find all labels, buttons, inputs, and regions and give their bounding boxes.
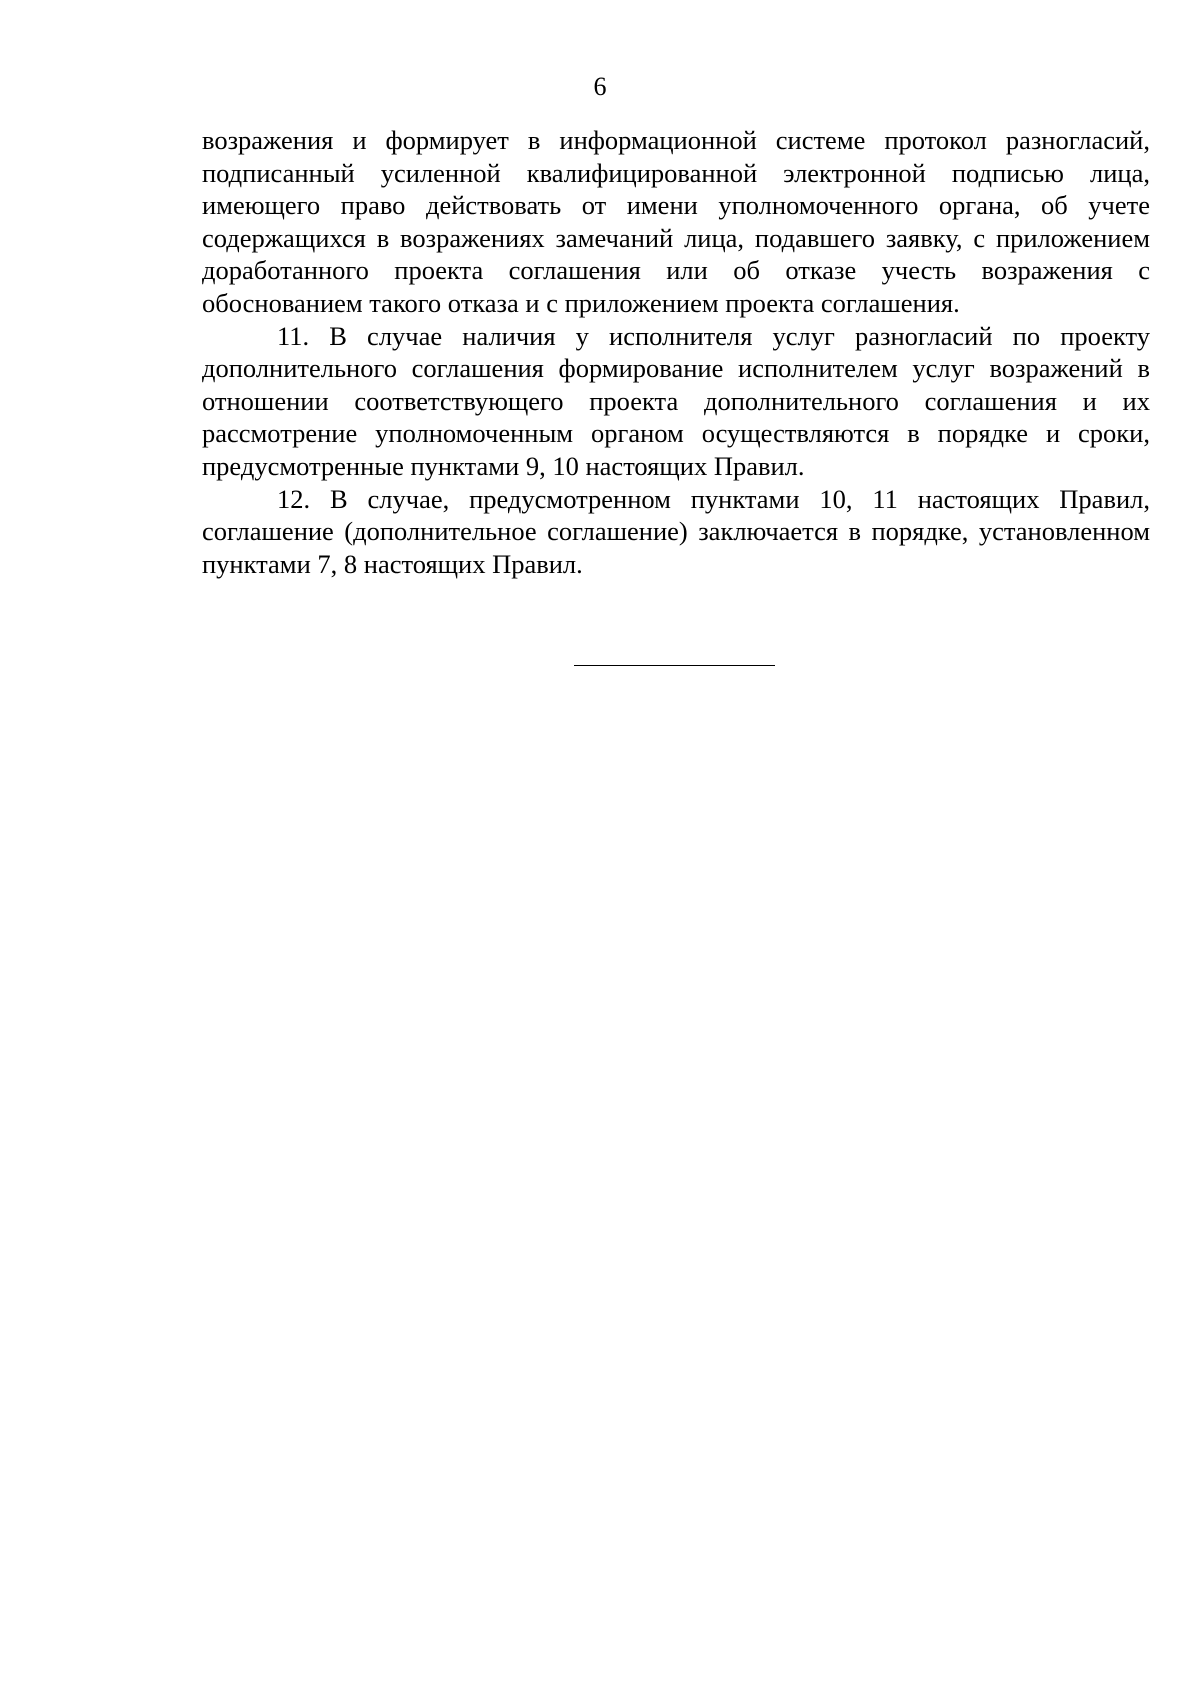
document-body xyxy=(202,124,1150,580)
paragraph-item-12: 12. В случае, предусмотренном пунктами 10, 11 настоящих Правил, соглашение (дополнительное соглашение) заключается в порядке, установленном пунктами 7, 8 настоящих Правил. xyxy=(202,483,1150,579)
paragraph-item-11: 11. В случае наличия у исполнителя услуг разногласий по проекту дополнительного соглашения формирование исполнителем услуг возражений в отношении соответствующего проекта дополнительного соглашения и их рассмотрение уполномоченным органом осуществляются в порядке и сроки, предусмотренные пунктами 9, 10 настоящих Правил. xyxy=(202,320,1150,481)
page-number: 6 xyxy=(593,72,607,101)
paragraph-continuation: возражения и формирует в информационной системе протокол разногласий, подписанный усиленной квалифицированной электронной подписью лица, имеющего право действовать от имени уполномоченного органа, об учете содержащихся в возражениях замечаний лица, подавшего заявку, с приложением доработанного проекта соглашения или об отказе учесть возражения с обоснованием такого отказа и с приложением проекта соглашения. xyxy=(202,125,1150,318)
end-of-text-rule xyxy=(574,665,775,666)
